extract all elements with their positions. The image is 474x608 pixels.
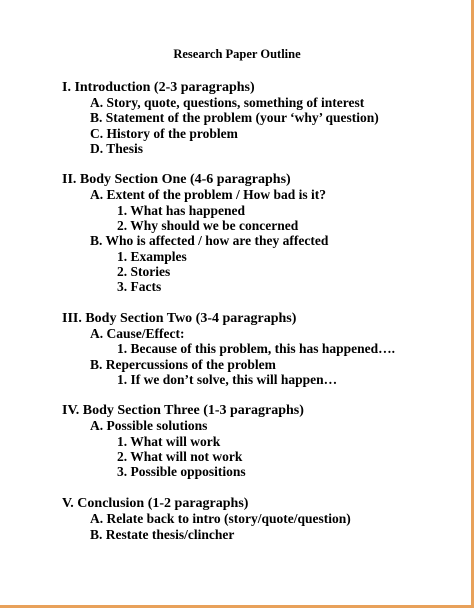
outline-subitem: 1. Examples [117,249,187,264]
outline-item: D. Thesis [90,141,144,156]
outline-subitem: 2. Why should we be concerned [117,218,299,233]
outline-subitem: 1. What will work [117,434,221,449]
section-heading-introduction: I. Introduction (2-3 paragraphs) [62,80,255,95]
outline-item: A. Extent of the problem / How bad is it? [90,187,327,202]
outline-item: A. Cause/Effect: [90,326,185,341]
document-title: Research Paper Outline [173,47,301,61]
outline-subitem: 1. If we don’t solve, this will happen… [117,372,338,387]
outline-item: A. Relate back to intro (story/quote/question) [90,511,351,526]
section-heading-conclusion: V. Conclusion (1-2 paragraphs) [62,496,249,511]
outline-item: B. Statement of the problem (your ‘why’ question) [90,110,379,125]
outline-subitem: 2. What will not work [117,449,243,464]
outline-item: A. Story, quote, questions, something of interest [90,95,365,110]
outline-subitem: 1. Because of this problem, this has happened…. [117,341,396,356]
outline-item: B. Restate thesis/clincher [90,527,235,542]
outline-subitem: 3. Possible oppositions [117,464,246,479]
section-heading-body-two: III. Body Section Two (3-4 paragraphs) [62,311,297,326]
section-heading-body-three: IV. Body Section Three (1-3 paragraphs) [62,403,304,418]
outline-item: A. Possible solutions [90,418,208,433]
outline-item: B. Who is affected / how are they affected [90,233,329,248]
outline-item: C. History of the problem [90,126,238,141]
outline-subitem: 1. What has happened [117,203,246,218]
outline-subitem: 3. Facts [117,279,162,294]
section-heading-body-one: II. Body Section One (4-6 paragraphs) [62,172,291,187]
outline-subitem: 2. Stories [117,264,171,279]
outline-item: B. Repercussions of the problem [90,357,276,372]
